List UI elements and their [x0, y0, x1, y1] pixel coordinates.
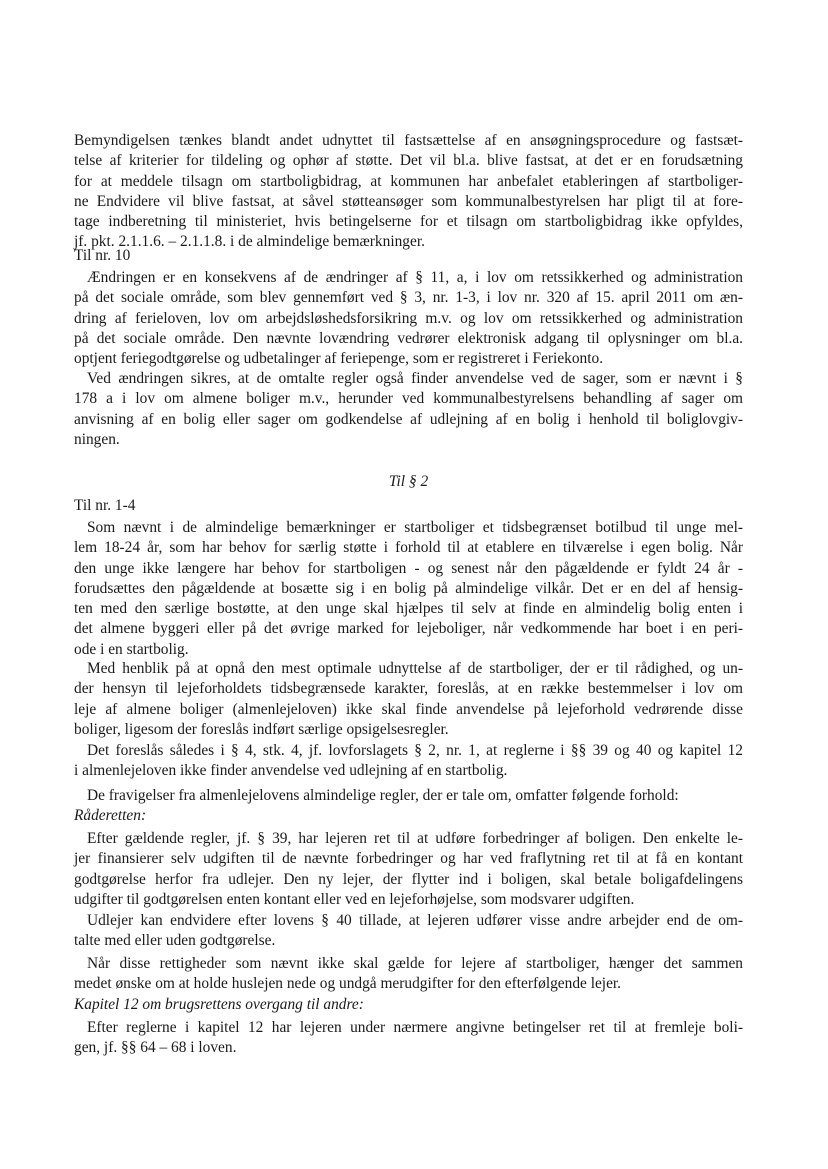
raaderetten-heading: Råderetten:	[74, 807, 147, 824]
raad-paragraph-3	[74, 954, 743, 995]
raad-paragraph-2	[74, 911, 743, 952]
text-line: Efter reglerne i kapitel 12 har lejeren under nærmere angivne betingelser ret til at fremleje boli-	[87, 1019, 743, 1036]
text-line: Når disse rettigheder som nævnt ikke skal gælde for lejere af startboliger, hænger det sammen	[87, 955, 743, 972]
text-line: medet ønske om at holde huslejen nede og undgå merudgifter for den efterfølgende lejer.	[74, 975, 622, 993]
text-line: ne Endvidere vil blive fastsat, at såvel støtteansøger som kommunalbestyrelsen har pligt til at fore-	[74, 192, 743, 210]
text-line: forudsættes den pågældende at bosætte sig i en bolig på almindelige vilkår. Det er en del af hensig-	[74, 579, 743, 597]
text-line: Med henblik på at opnå den mest optimale udnyttelse af de startboliger, der er til rådighed, og un-	[87, 660, 743, 677]
kapitel12-heading: Kapitel 12 om brugsrettens overgang til andre:	[74, 996, 364, 1013]
text-line: godtgørelse herfor fra udlejer. Den ny lejer, der flytter ind i boligen, skal betale boligafdelingens	[74, 870, 743, 888]
kap-paragraph-1	[74, 1018, 743, 1059]
text-line: talte med eller uden godtgørelse.	[74, 932, 276, 950]
text-line: lem 18-24 år, som har behov for særlig støtte i forhold til at etablere en tilværelse i egen bolig. Når	[74, 539, 743, 557]
nr10-paragraph-2	[74, 369, 743, 450]
s2-paragraph-2	[74, 659, 743, 740]
text-line: tage indberetning til ministeriet, hvis betingelserne for et tilsagn om startboligbidrag ikke opfyldes,	[74, 213, 743, 231]
text-line: Det foreslås således i § 4, stk. 4, jf. lovforslagets § 2, nr. 1, at reglerne i §§ 39 og 40 og kapitel 12	[87, 742, 743, 759]
text-line: 178 a i lov om almene boliger m.v., herunder ved kommunalbestyrelsens behandling af sager om	[74, 390, 743, 408]
text-line: udgifter til godtgørelsen enten kontant eller ved en lejeforhøjelse, som modsvarer udgiften.	[74, 890, 635, 908]
text-line: telse af kriterier for tildeling og ophør af støtte. Det vil bl.a. blive fastsat, at det er en forudsætning	[74, 152, 743, 170]
text-line: jer finansierer selv udgiften til de nævnte forbedringer og har ved fraflytning ret til at få en kontant	[74, 850, 743, 868]
nr10-paragraph-1	[74, 268, 743, 369]
text-line: anvisning af en bolig eller sager om godkendelse af udlejning af en bolig i henhold til boliglovgiv-	[74, 410, 743, 428]
til-nr-1-4-heading: Til nr. 1-4	[74, 497, 136, 514]
text-line: De fravigelser fra almenlejelovens almindelige regler, der er tale om, omfatter følgende forhold:	[87, 787, 679, 804]
text-line: i almenlejeloven ikke finder anvendelse ved udlejning af en startbolig.	[74, 762, 508, 780]
text-line: den unge ikke længere har behov for startboligen - og senest når den pågældende er fyldt 24 år -	[74, 559, 743, 577]
text-line: dring af ferieloven, lov om arbejdsløshedsforsikring m.v. og lov om retssikkerhed og administration	[74, 309, 743, 327]
text-line: leje af almene boliger (almenlejeloven) ikke skal finde anvendelse på lejeforhold vedrørende disse	[74, 700, 743, 718]
text-line: Ved ændringen sikres, at de omtalte regler også finder anvendelse ved de sager, som er nævnt i §	[87, 370, 743, 387]
text-line: ningen.	[74, 430, 120, 448]
text-line: ode i en startbolig.	[74, 640, 189, 658]
intro-paragraph	[74, 131, 743, 253]
s2-paragraph-1	[74, 518, 743, 660]
s2-paragraph-3	[74, 741, 743, 782]
text-line: det almene byggeri eller på det øvrige marked for lejeboliger, når vedkommende har boet i en peri-	[74, 620, 743, 638]
text-line: på det sociale område, som blev gennemført ved § 3, nr. 1-3, i lov nr. 320 af 15. april 2011 om æn-	[74, 289, 743, 307]
text-line: for at meddele tilsagn om startboligbidrag, at kommunen har anbefalet etableringen af startboliger-	[74, 172, 743, 190]
text-line: på det sociale område. Den nævnte lovændring vedrører elektronisk adgang til oplysninger om bl.a.	[74, 329, 743, 347]
text-line: Som nævnt i de almindelige bemærkninger er startboliger et tidsbegrænset botilbud til unge mel-	[87, 519, 743, 536]
section-heading: Til § 2	[388, 473, 429, 490]
s2-paragraph-4	[74, 786, 743, 806]
text-line: optjent feriegodtgørelse og udbetalinger af feriepenge, som er registreret i Feriekonto.	[74, 350, 604, 368]
text-line: Bemyndigelsen tænkes blandt andet udnyttet til fastsættelse af en ansøgningsprocedure og fastsæt-	[74, 132, 743, 149]
text-line: ten med den særlige bostøtte, at den unge skal hjælpes til selv at finde en almindelig bolig enten i	[74, 600, 743, 618]
til-nr-10-heading: Til nr. 10	[74, 247, 131, 264]
text-line: gen, jf. §§ 64 – 68 i loven.	[74, 1039, 237, 1057]
text-line: Ændringen er en konsekvens af de ændringer af § 11, a, i lov om retssikkerhed og administration	[87, 269, 743, 286]
text-line: jf. pkt. 2.1.1.6. – 2.1.1.8. i de almindelige bemærkninger.	[74, 233, 425, 251]
text-line: boliger, ligesom der foreslås indført særlige opsigelsesregler.	[74, 720, 449, 738]
text-line: Efter gældende regler, jf. § 39, har lejeren ret til at udføre forbedringer af boligen. Den enkelte le-	[87, 830, 743, 847]
text-line: Udlejer kan endvidere efter lovens § 40 tillade, at lejeren udfører visse andre arbejder end de om-	[87, 912, 743, 929]
text-line: der hensyn til lejeforholdets tidsbegrænsede karakter, foreslås, at en række bestemmelser i lov om	[74, 680, 743, 698]
raad-paragraph-1	[74, 829, 743, 910]
